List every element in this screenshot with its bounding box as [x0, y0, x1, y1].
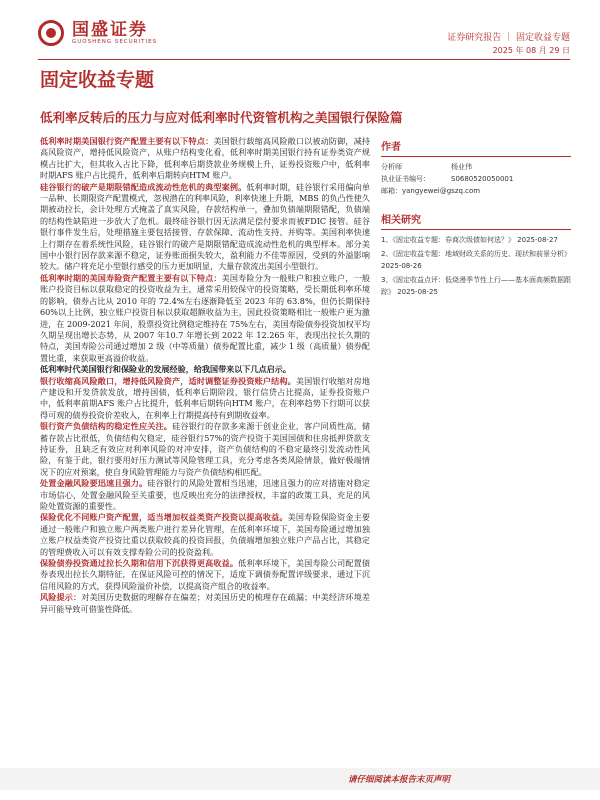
- report-subtitle: 低利率反转后的压力与应对低利率时代资管机构之美国银行保险篇: [40, 110, 403, 125]
- license-row: [381, 173, 571, 185]
- related-research-heading: 相关研究: [381, 211, 571, 230]
- paragraph-9: 保险债券投资通过拉长久期和信用下沉获得更高收益。低利率环境下，美国寿险公司配置债券表现出拉长久期特征，在保证风险可控的情况下，适度下调债券配置评级要求，通过下沉信用风险的方式，获得风险溢价补偿，以提高资产组合的收益率。: [40, 558, 370, 591]
- paragraph-8: 保险优化不同账户资产配置，适当增加权益类资产投资以提高收益。美国寿险保险资金主要通过一般账户和独立账户两类账户进行差异化管理，在低利率环境下，美国寿险通过增加独立账户权益类资产投资比重以获取较高的投资回报，负债端增加独立账户产品占比，其稳定的管理费收入可以有效支撑寿险公司的投资盈利。: [40, 512, 370, 557]
- report-date: 2025 年 08 月 29 日: [492, 46, 570, 55]
- logo-name-en: GUOSHENG SECURITIES: [72, 39, 158, 45]
- analyst-name: 杨业伟: [451, 163, 472, 171]
- paragraph-6: 银行资产负债结构的稳定性应关注。硅谷银行的存款多来源于创业企业，客户同质性高，储蓄存款占比很低，负债结构欠稳定，硅谷银行57%的资产投资于美国国债和住房抵押贷款支持证券，且缺乏有效应对利率风险的对冲安排，资产负债结构的不稳定最终引发流动性风险，有鉴于此，银行要用好压力测试等风险管理工具，充分考虑各类风险情景，做好极端情况下的应对预案，使自身风险管理能力与资产负债结构相匹配。: [40, 421, 370, 477]
- header-divider: [38, 59, 570, 60]
- related-research-item[interactable]: 2、《固定收益专题：地域财政关系的历史、现状和前景分析》 2025-08-26: [381, 250, 571, 270]
- logo-mark-icon: [38, 20, 64, 46]
- sidebar: [381, 138, 571, 300]
- paragraph-1: 低利率时期美国银行资产配置主要有以下特点：美国银行载缩高风险敞口以被动防御，减持高风险资产，增持低风险资产，从账户结构变化看，低利率时期美国银行持有证券类资产规模占比扩大，但其收入占比下降，低利率后期贷款业务规模上升，证券投资账户中，低利率时期AFS 账户占比提升，低利率后期转向HTM 账户。: [40, 136, 370, 181]
- license-label: 执业证书编号：: [381, 175, 430, 183]
- email-link[interactable]: yangyewei@gszq.com: [402, 187, 481, 195]
- email-label: 邮箱：: [381, 187, 402, 195]
- email-row: [381, 185, 571, 197]
- related-research-item[interactable]: 1、《固定收益专题：券商次级债如何选？》 2025-08-27: [381, 236, 558, 244]
- footer-disclaimer: 请仔细阅读本报告末页声明: [347, 775, 450, 785]
- report-title: 固定收益专题: [40, 69, 155, 91]
- report-header: [0, 0, 600, 55]
- paragraph-4: 低利率时代美国银行和保险业的发展经验，给我国带来以下几点启示。: [40, 364, 291, 375]
- authors-heading: 作者: [381, 138, 571, 157]
- logo-name-cn: 国盛证券: [72, 20, 148, 40]
- related-research-item[interactable]: 3、《固定收益点评：低烧漫季节性上行——基本面高频数据跟踪》 2025-08-25: [381, 276, 571, 296]
- license-value: S0680520050001: [451, 175, 514, 183]
- paragraph-risk: 风险提示：对美国历史数据的理解存在偏差；对美国历史的梳理存在疏漏；中美经济环境差异可能导致可借鉴性降低。: [40, 592, 370, 614]
- paragraph-2: 硅谷银行的破产是期限错配造成流动性危机的典型案例。低利率时期，硅谷银行采用偏向单一品种、长期限资产配置模式，忽视潜在的利率风险，利率快速上升期，MBS 的负凸性使久期被动拉长，会计处理方式掩盖了真实风险，存款结构单一，叠加负债端期限错配，负债端的结构性缺陷进一步放大了危机。最终硅谷银行因无法满足偿付要求而被FDIC 接管。硅谷银行事件发生后，处理措施主要包括接管、存款保障、流动性支持、并购等。美国利率快速上行期存在着系统性风险，硅谷银行的破产是期限错配造成流动性危机的典型样本。部分美国中小银行因存款来源不稳定，证券账面损失较大，盈利能力不佳等原因，受到的外溢影响较大。储户将充足小型银行感受的压力更加明显，大量存款流出美国小型银行。: [40, 181, 370, 272]
- report-body: [40, 136, 370, 615]
- company-logo: [38, 20, 157, 46]
- report-type: 证券研究报告 ｜ 固定收益专题: [447, 33, 570, 43]
- paragraph-7: 处置金融风险要迅速且强力。硅谷银行的风险处置相当迅速，迅速且强力的应对措施对稳定市场信心，处置金融风险至关重要，也反映出充分的法律授权，丰富的政策工具，充足的风险处置资源的重要性。: [40, 478, 370, 511]
- analyst-label: 分析师: [381, 163, 402, 171]
- paragraph-5: 银行收缩高风险敞口，增持低风险资产，适时调整证券投资账户结构。美国银行收缩对房地产建设和开发贷款发放，增持国债，低利率后期阶段，银行信贷占比提高，证券投资账户中，低利率前期AFS 账户占比提升，低利率后期转向HTM 账户，在利率趋势下行期可以获得可观的债券投资价差收入，在利率上行期提高持有到期收益率。: [40, 375, 370, 420]
- page-footer: [0, 768, 600, 790]
- paragraph-3: 低利率时期的美国寿险资产配置主要有以下特点：美国寿险分为一般账户和独立账户，一般账户投资目标以获取稳定的投资收益为主，通常采用较保守的投资策略，受长期低利率环境的影响，债券占比从 2010 年的 72.4%左右逐渐降低至 2023 年的 63.8%，但仍长期保持 60%以上比例，独立账户投资目标以获取超额收益为主，因此投资策略相比一般账户更为激进，在 2009-2021 年间，股票投资比例稳定维持在 75%左右，美国寿险债券投资加权平均久期呈现出增长态势，从 2007 年10.7 年增长到 2022 年 12.265 年，表现出拉长久期的特点，美国寿险公司通过增加 2 级（中等质量）债券配置比重，减少 1 级（高质量）债券配置比重，来获取更高溢价收益。: [40, 272, 370, 363]
- analyst-row: [381, 161, 571, 173]
